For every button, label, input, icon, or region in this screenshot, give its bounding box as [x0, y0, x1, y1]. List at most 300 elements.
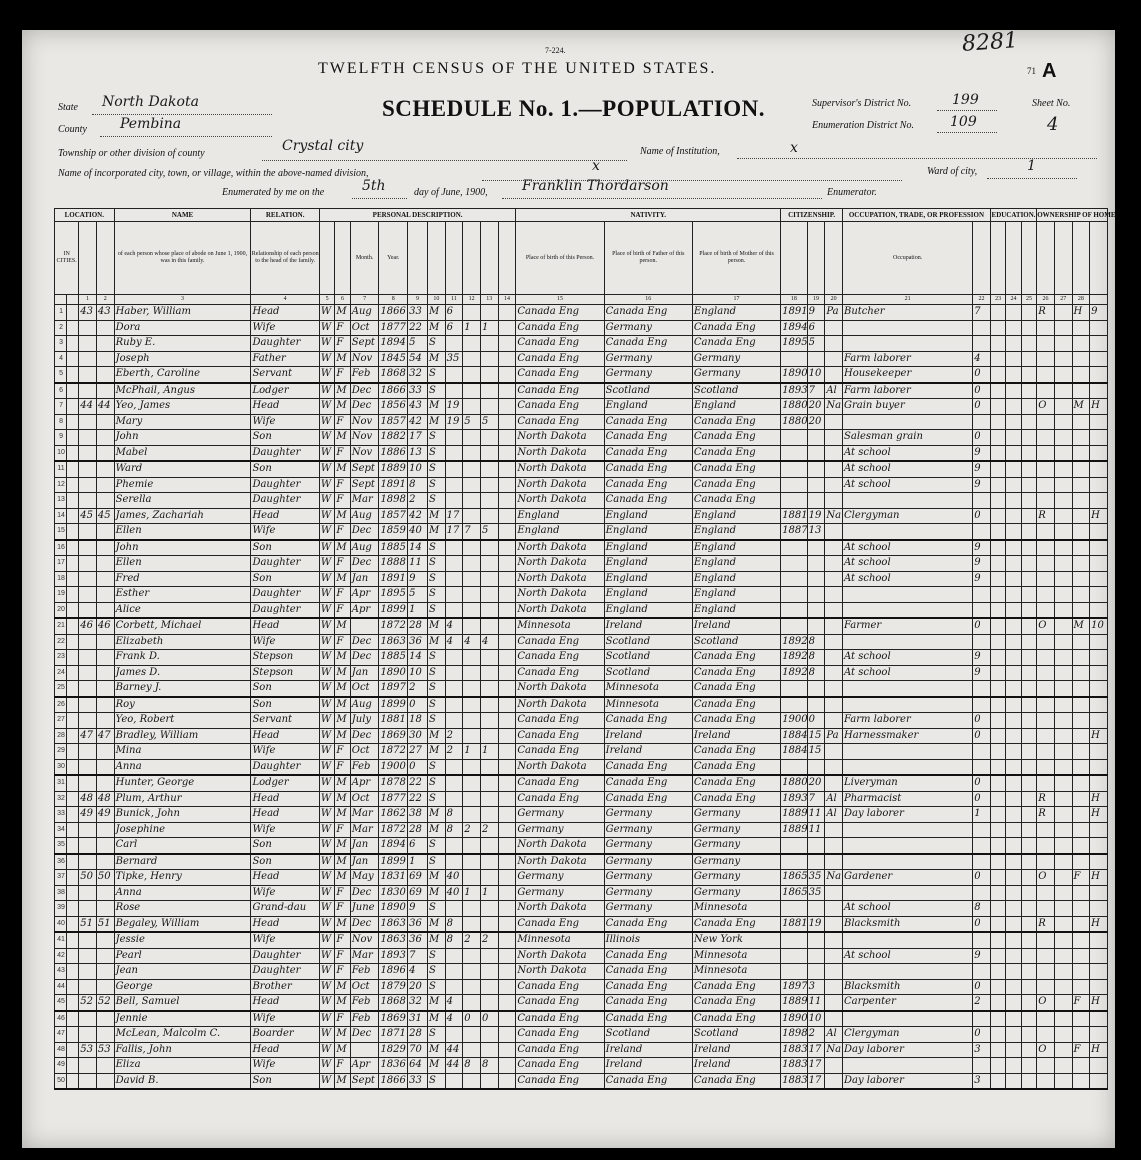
farm-or-house	[1072, 728, 1090, 744]
mortgage	[1054, 665, 1072, 681]
marital-status: S	[427, 1073, 445, 1089]
house-cell	[67, 964, 79, 980]
attended-school	[990, 571, 1005, 587]
schedule-number	[1090, 587, 1108, 603]
months-unemployed: 9	[973, 948, 991, 964]
birth-year: 1877	[379, 791, 408, 807]
occupation	[843, 634, 973, 650]
birth-year: 1899	[379, 854, 408, 870]
owned-rented	[1037, 1058, 1055, 1074]
naturalization	[825, 414, 843, 430]
immigration-year: 1881	[781, 508, 807, 524]
birthplace-person: Canada Eng	[516, 1073, 604, 1089]
house-cell	[67, 901, 79, 917]
birth-year: 1831	[379, 870, 408, 886]
occupation: Housekeeper	[843, 367, 973, 383]
birthplace-father: Canada Eng	[604, 995, 692, 1011]
years-in-us: 19	[807, 508, 825, 524]
blank-cell	[498, 461, 516, 477]
years-in-us: 8	[807, 634, 825, 650]
relation: Daughter	[251, 948, 319, 964]
line-number: 8	[55, 414, 67, 430]
group-name: NAME	[114, 209, 251, 222]
birthplace-mother: Canada Eng	[692, 493, 780, 509]
birthplace-person: North Dakota	[516, 854, 604, 870]
relation: Head	[251, 618, 319, 634]
person-name: Jean	[114, 964, 251, 980]
owned-rented	[1037, 665, 1055, 681]
owned-rented	[1037, 728, 1055, 744]
line-number: 1	[55, 305, 67, 321]
mortgage	[1054, 1011, 1072, 1027]
occupation: At school	[843, 571, 973, 587]
relation: Wife	[251, 320, 319, 336]
naturalization	[825, 634, 843, 650]
schedule-number	[1090, 759, 1108, 775]
children-born	[463, 430, 481, 446]
family-number	[96, 697, 114, 713]
farm-or-house	[1072, 477, 1090, 493]
schedule-number	[1090, 493, 1108, 509]
can-read	[1006, 445, 1021, 461]
years-married: 2	[445, 744, 463, 760]
blank-cell	[498, 948, 516, 964]
marital-status: M	[427, 305, 445, 321]
months-unemployed: 9	[973, 650, 991, 666]
house-cell	[67, 524, 79, 540]
color: W	[319, 791, 334, 807]
owned-rented	[1037, 634, 1055, 650]
color: W	[319, 728, 334, 744]
blank-cell	[498, 775, 516, 791]
schedule-number: H	[1090, 1042, 1108, 1058]
can-write	[1021, 414, 1036, 430]
children-born	[463, 979, 481, 995]
attended-school	[990, 383, 1005, 399]
relation: Brother	[251, 979, 319, 995]
line-number: 7	[55, 399, 67, 415]
can-write	[1021, 602, 1036, 618]
naturalization	[825, 916, 843, 932]
enumeration-label: Enumeration District No.	[812, 120, 914, 131]
children-living: 4	[480, 634, 498, 650]
schedule-number	[1090, 979, 1108, 995]
naturalization	[825, 571, 843, 587]
years-married: 8	[445, 932, 463, 948]
years-in-us	[807, 445, 825, 461]
immigration-year: 1883	[781, 1058, 807, 1074]
immigration-year	[781, 697, 807, 713]
line-number: 21	[55, 618, 67, 634]
schedule-number: H	[1090, 728, 1108, 744]
marital-status: M	[427, 822, 445, 838]
attended-school	[990, 602, 1005, 618]
column-number: 13	[480, 295, 498, 305]
dwelling-number	[79, 885, 97, 901]
relation: Wife	[251, 744, 319, 760]
county-label: County	[58, 124, 87, 135]
children-living	[480, 995, 498, 1011]
mortgage	[1054, 1027, 1072, 1043]
years-married: 4	[445, 618, 463, 634]
table-row	[55, 320, 1108, 336]
years-in-us	[807, 854, 825, 870]
years-married	[445, 791, 463, 807]
family-number	[96, 759, 114, 775]
enumerated-day: 5th	[362, 178, 386, 194]
can-write	[1021, 336, 1036, 352]
blank-cell	[498, 587, 516, 603]
occupation: Salesman grain	[843, 430, 973, 446]
column-number: 24	[1006, 295, 1021, 305]
can-read	[1006, 979, 1021, 995]
farm-or-house	[1072, 948, 1090, 964]
marital-status: S	[427, 775, 445, 791]
blank-cell	[498, 650, 516, 666]
can-read	[1006, 524, 1021, 540]
person-name: James D.	[114, 665, 251, 681]
dwelling-number	[79, 744, 97, 760]
family-number: 48	[96, 791, 114, 807]
mortgage	[1054, 791, 1072, 807]
can-write	[1021, 697, 1036, 713]
children-living	[480, 713, 498, 729]
house-cell	[67, 508, 79, 524]
children-living: 5	[480, 524, 498, 540]
birth-month: Jan	[350, 838, 379, 854]
color: W	[319, 602, 334, 618]
birth-year: 1890	[379, 901, 408, 917]
table-row	[55, 870, 1108, 886]
sex: M	[335, 618, 350, 634]
occupation: Farm laborer	[843, 713, 973, 729]
birth-year: 1829	[379, 1042, 408, 1058]
children-living	[480, 383, 498, 399]
color: W	[319, 571, 334, 587]
can-read	[1006, 916, 1021, 932]
table-row	[55, 634, 1108, 650]
column-number: 16	[604, 295, 692, 305]
years-in-us	[807, 477, 825, 493]
dwelling-number: 50	[79, 870, 97, 886]
person-name: Mabel	[114, 445, 251, 461]
farm-or-house	[1072, 759, 1090, 775]
farm-or-house	[1072, 885, 1090, 901]
owned-rented: O	[1037, 618, 1055, 634]
table-row	[55, 979, 1108, 995]
children-living	[480, 493, 498, 509]
months-unemployed: 3	[973, 1073, 991, 1089]
months-unemployed: 0	[973, 713, 991, 729]
sex: M	[335, 854, 350, 870]
farm-or-house	[1072, 665, 1090, 681]
birth-month: Aug	[350, 305, 379, 321]
blank-cell	[498, 430, 516, 446]
color: W	[319, 383, 334, 399]
attended-school	[990, 1042, 1005, 1058]
person-name: McPhail, Angus	[114, 383, 251, 399]
naturalization	[825, 932, 843, 948]
birth-month: Dec	[350, 1027, 379, 1043]
birthplace-mother: Canada Eng	[692, 430, 780, 446]
birthplace-father: Canada Eng	[604, 759, 692, 775]
person-name: Pearl	[114, 948, 251, 964]
occupation: Day laborer	[843, 1073, 973, 1089]
table-row	[55, 508, 1108, 524]
house-cell	[67, 791, 79, 807]
attended-school	[990, 697, 1005, 713]
birthplace-person: Canada Eng	[516, 728, 604, 744]
person-name: Ellen	[114, 556, 251, 572]
naturalization	[825, 556, 843, 572]
birthplace-person: Canada Eng	[516, 916, 604, 932]
blank-cell	[498, 759, 516, 775]
dwelling-number	[79, 697, 97, 713]
attended-school	[990, 822, 1005, 838]
naturalization	[825, 948, 843, 964]
birthplace-mother: Canada Eng	[692, 744, 780, 760]
column-number: 17	[692, 295, 780, 305]
birthplace-person: North Dakota	[516, 681, 604, 697]
birthplace-father: Germany	[604, 838, 692, 854]
age: 5	[408, 587, 428, 603]
marital-status: S	[427, 556, 445, 572]
group-citizenship: CITIZENSHIP.	[781, 209, 843, 222]
person-name: Bunick, John	[114, 807, 251, 823]
naturalization: Na	[825, 399, 843, 415]
mortgage	[1054, 399, 1072, 415]
can-read	[1006, 602, 1021, 618]
birthplace-father: Germany	[604, 885, 692, 901]
sex: F	[335, 367, 350, 383]
birthplace-mother: Germany	[692, 870, 780, 886]
months-unemployed: 0	[973, 775, 991, 791]
table-row	[55, 916, 1108, 932]
birth-month: Apr	[350, 587, 379, 603]
farm-or-house	[1072, 367, 1090, 383]
person-name: James, Zachariah	[114, 508, 251, 524]
can-read	[1006, 305, 1021, 321]
immigration-year	[781, 932, 807, 948]
occupation: Clergyman	[843, 508, 973, 524]
line-number: 35	[55, 838, 67, 854]
schedule-number	[1090, 885, 1108, 901]
years-married	[445, 1027, 463, 1043]
birthplace-father: Canada Eng	[604, 336, 692, 352]
institution-label: Name of Institution,	[640, 146, 720, 157]
age: 64	[408, 1058, 428, 1074]
occupation: At school	[843, 556, 973, 572]
birth-year: 1877	[379, 320, 408, 336]
months-unemployed	[973, 932, 991, 948]
mortgage	[1054, 697, 1072, 713]
sex: M	[335, 728, 350, 744]
birth-month: Nov	[350, 445, 379, 461]
can-write	[1021, 399, 1036, 415]
farm-or-house	[1072, 414, 1090, 430]
birth-month: Dec	[350, 650, 379, 666]
birthplace-person: Canada Eng	[516, 1042, 604, 1058]
relation: Grand-dau	[251, 901, 319, 917]
dwelling-number	[79, 383, 97, 399]
mortgage	[1054, 995, 1072, 1011]
birthplace-mother: Minnesota	[692, 964, 780, 980]
line-number: 43	[55, 964, 67, 980]
years-in-us: 13	[807, 524, 825, 540]
line-number: 40	[55, 916, 67, 932]
can-read	[1006, 383, 1021, 399]
blank-cell	[498, 665, 516, 681]
table-row	[55, 932, 1108, 948]
children-born	[463, 964, 481, 980]
birth-year: 1830	[379, 885, 408, 901]
children-born	[463, 870, 481, 886]
months-unemployed: 9	[973, 540, 991, 556]
birthplace-father: England	[604, 556, 692, 572]
dwelling-number	[79, 477, 97, 493]
immigration-year	[781, 351, 807, 367]
age: 28	[408, 618, 428, 634]
person-name: Joseph	[114, 351, 251, 367]
can-write	[1021, 1073, 1036, 1089]
attended-school	[990, 979, 1005, 995]
immigration-year	[781, 430, 807, 446]
mortgage	[1054, 587, 1072, 603]
can-read	[1006, 964, 1021, 980]
column-number: 20	[825, 295, 843, 305]
person-name: Corbett, Michael	[114, 618, 251, 634]
marital-status: S	[427, 979, 445, 995]
attended-school	[990, 1073, 1005, 1089]
birthplace-person: Canada Eng	[516, 305, 604, 321]
blank-cell	[498, 744, 516, 760]
blank-cell	[498, 681, 516, 697]
farm-or-house	[1072, 1011, 1090, 1027]
immigration-year	[781, 493, 807, 509]
children-born	[463, 1073, 481, 1089]
birth-month: June	[350, 901, 379, 917]
schedule-number	[1090, 383, 1108, 399]
table-row	[55, 1073, 1108, 1089]
naturalization	[825, 744, 843, 760]
marital-status: S	[427, 540, 445, 556]
color: W	[319, 336, 334, 352]
birth-month: Mar	[350, 948, 379, 964]
months-unemployed	[973, 414, 991, 430]
farm-or-house	[1072, 524, 1090, 540]
months-unemployed	[973, 885, 991, 901]
house-cell	[67, 493, 79, 509]
birthplace-father: England	[604, 524, 692, 540]
birthplace-father: Scotland	[604, 1027, 692, 1043]
relation: Head	[251, 870, 319, 886]
sex: F	[335, 524, 350, 540]
column-number: 15	[516, 295, 604, 305]
children-born: 2	[463, 822, 481, 838]
can-write	[1021, 634, 1036, 650]
birth-month: Oct	[350, 744, 379, 760]
sex: M	[335, 995, 350, 1011]
blank-cell	[498, 399, 516, 415]
sex: M	[335, 508, 350, 524]
column-number: 3	[114, 295, 251, 305]
sex: M	[335, 681, 350, 697]
blank-cell	[498, 916, 516, 932]
years-married: 6	[445, 305, 463, 321]
birth-month: Nov	[350, 932, 379, 948]
dwelling-number	[79, 932, 97, 948]
color: W	[319, 508, 334, 524]
can-read	[1006, 697, 1021, 713]
schedule-number	[1090, 571, 1108, 587]
can-write	[1021, 948, 1036, 964]
attended-school	[990, 414, 1005, 430]
naturalization	[825, 713, 843, 729]
column-number: 28	[1072, 295, 1090, 305]
years-in-us	[807, 697, 825, 713]
occupation: Pharmacist	[843, 791, 973, 807]
occupation	[843, 838, 973, 854]
can-read	[1006, 1058, 1021, 1074]
color: W	[319, 414, 334, 430]
can-read	[1006, 995, 1021, 1011]
can-write	[1021, 916, 1036, 932]
occupation: At school	[843, 461, 973, 477]
birthplace-father: Scotland	[604, 634, 692, 650]
children-born	[463, 1042, 481, 1058]
relation: Son	[251, 430, 319, 446]
years-in-us: 17	[807, 1073, 825, 1089]
years-married	[445, 665, 463, 681]
immigration-year: 1894	[781, 320, 807, 336]
schedule-number: H	[1090, 791, 1108, 807]
table-row	[55, 524, 1108, 540]
column-number: 23	[990, 295, 1005, 305]
years-married: 19	[445, 414, 463, 430]
immigration-year: 1887	[781, 524, 807, 540]
birth-person-header: Place of birth of this Person.	[516, 222, 604, 295]
group-location: LOCATION.	[55, 209, 115, 222]
blank-cell	[498, 932, 516, 948]
months-unemployed	[973, 1011, 991, 1027]
immigration-year: 1889	[781, 995, 807, 1011]
attended-school	[990, 870, 1005, 886]
can-write	[1021, 791, 1036, 807]
blank-cell	[498, 995, 516, 1011]
table-row	[55, 540, 1108, 556]
person-name: Ellen	[114, 524, 251, 540]
relation: Daughter	[251, 964, 319, 980]
person-name: George	[114, 979, 251, 995]
age: 1	[408, 602, 428, 618]
naturalization	[825, 540, 843, 556]
mortgage	[1054, 650, 1072, 666]
color: W	[319, 430, 334, 446]
children-born	[463, 665, 481, 681]
birth-month: Oct	[350, 979, 379, 995]
house-cell	[67, 430, 79, 446]
sex: F	[335, 414, 350, 430]
blank-cell	[498, 493, 516, 509]
person-name: Eliza	[114, 1058, 251, 1074]
children-born	[463, 336, 481, 352]
column-number: 12	[463, 295, 481, 305]
line-number: 48	[55, 1042, 67, 1058]
schedule-number	[1090, 461, 1108, 477]
can-read	[1006, 728, 1021, 744]
children-living: 1	[480, 320, 498, 336]
color: W	[319, 477, 334, 493]
